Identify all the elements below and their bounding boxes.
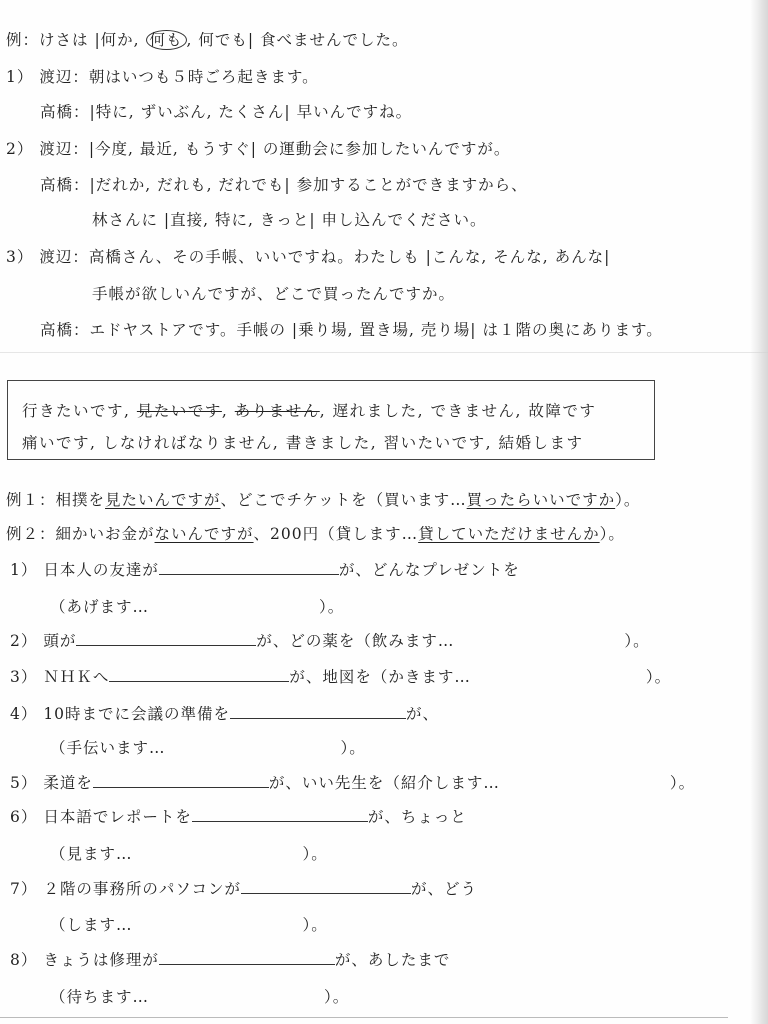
- ex1-label: 例１：: [6, 491, 56, 509]
- q1-num: 1）: [6, 68, 34, 86]
- item2-num: 2）: [10, 632, 38, 650]
- item4-end: ）。: [340, 739, 366, 757]
- word-10: 習いたいです: [383, 434, 486, 452]
- ex2-answer2: 貸していただけませんか: [418, 525, 600, 543]
- q2-line3: 林さんに |直接, 特に, きっと| 申し込んでください。: [92, 211, 487, 229]
- item4-line2: [50, 736, 366, 758]
- item1-num: 1）: [10, 561, 38, 579]
- item3-pre: ＮＨＫへ: [43, 668, 110, 686]
- ex2-pre: 細かいお金が: [55, 525, 155, 543]
- ex2-end: ）。: [599, 525, 625, 543]
- ex1-answer2: 買ったらいいですか: [466, 491, 616, 509]
- item8-verb: （待ちます…: [50, 988, 150, 1006]
- word-box-row1: 行きたいです, 見たいです, ありません, 遅れました, できません, 故障です: [22, 402, 597, 420]
- word-9: 書きました: [285, 434, 371, 452]
- q2-line2: 高橋：|だれか, だれも, だれでも| 参加することができますから、: [40, 176, 528, 194]
- bottom-edge-line: [0, 1017, 728, 1018]
- item4-pre: 10時までに会議の準備を: [43, 705, 231, 723]
- q3-line2: 手帳が欲しいんですが、どこで買ったんですか。: [92, 285, 456, 303]
- item3-post: が、地図を（かきます…: [289, 668, 471, 686]
- item6-post: が、ちょっと: [367, 808, 467, 826]
- item1-post: が、どんなプレゼントを: [338, 561, 520, 579]
- item8-line2: [50, 985, 349, 1007]
- item7-post: が、どう: [411, 880, 478, 898]
- item2-line: [10, 629, 650, 651]
- example-line: [6, 28, 409, 50]
- word-11: 結婚します: [498, 434, 584, 452]
- item2-post: が、どの薬を（飲みます…: [256, 632, 455, 650]
- item6-end: ）。: [302, 845, 328, 863]
- word-5: できません: [430, 402, 516, 420]
- item5-pre: 柔道を: [43, 774, 93, 792]
- item4-line1: [10, 702, 439, 724]
- item8-num: 8）: [10, 951, 38, 969]
- item8-pre: きょうは修理が: [43, 951, 159, 969]
- q1-line2: 高橋：|特に, ずいぶん, たくさん| 早いんですね。: [40, 103, 413, 121]
- item7-pre: ２階の事務所のパソコンが: [43, 880, 242, 898]
- example-text-post: , 何でも| 食べませんでした。: [186, 31, 409, 49]
- ex1-end: ）。: [615, 491, 641, 509]
- word-box-row2: 痛いです, しなければなりません, 書きました, 習いたいです, 結婚します: [22, 434, 584, 452]
- item3-line: [10, 665, 671, 687]
- item7-num: 7）: [10, 880, 38, 898]
- q2-line1: [6, 137, 510, 159]
- item1-line1: [10, 558, 520, 580]
- item7-blank[interactable]: [241, 879, 411, 894]
- item1-line2: [50, 595, 344, 617]
- example-circled-answer: 何も: [146, 30, 187, 50]
- page-edge-shadow: [750, 0, 768, 1024]
- item3-blank[interactable]: [109, 667, 289, 682]
- word-7: 痛いです: [22, 434, 91, 452]
- item5-end: ）。: [669, 774, 696, 792]
- item7-line2: [50, 913, 328, 935]
- word-6: 故障です: [528, 402, 597, 420]
- q3-line3: 高橋：エドヤストアです。手帳の |乗り場, 置き場, 売り場| は１階の奥にあります。: [40, 321, 663, 339]
- item2-blank[interactable]: [76, 631, 256, 646]
- word-1: 行きたいです: [22, 402, 125, 420]
- item4-blank[interactable]: [230, 704, 406, 719]
- word-box: [7, 380, 655, 460]
- ex1-line: [6, 488, 640, 510]
- ex2-line: [6, 522, 625, 544]
- item8-line1: [10, 948, 450, 970]
- item8-blank[interactable]: [159, 950, 335, 965]
- q3-num: 3）: [6, 248, 34, 266]
- item5-blank[interactable]: [93, 773, 269, 788]
- item8-end: ）。: [324, 988, 350, 1006]
- item5-num: 5）: [10, 774, 38, 792]
- item6-verb: （見ます…: [50, 845, 133, 863]
- item2-end: ）。: [624, 632, 650, 650]
- item7-verb: （します…: [50, 916, 133, 934]
- q3-line1: [6, 245, 610, 267]
- ex2-answer: ないんですが: [154, 525, 254, 543]
- ex2-label: 例２：: [6, 525, 56, 543]
- ex1-mid: 、どこでチケットを（買います…: [220, 491, 467, 509]
- ex2-mid: 、200円（貸します…: [253, 525, 419, 543]
- q3-text1: 渡辺：高橋さん、その手帳、いいですね。わたしも |こんな, そんな, あんな|: [39, 248, 611, 266]
- item6-blank[interactable]: [192, 807, 368, 822]
- item7-line1: [10, 877, 477, 899]
- item5-post: が、いい先生を（紹介します…: [268, 774, 500, 792]
- q2-num: 2）: [6, 140, 34, 158]
- item5-line: [10, 771, 695, 793]
- item6-num: 6）: [10, 808, 38, 826]
- q2-text1: 渡辺：|今度, 最近, もうすぐ| の運動会に参加したいんですが。: [39, 140, 511, 158]
- item6-line2: [50, 842, 328, 864]
- section-divider: [0, 352, 768, 353]
- item6-pre: 日本語でレポートを: [43, 808, 192, 826]
- word-3-struck: ありません: [234, 402, 320, 420]
- item8-post: が、あしたまで: [334, 951, 451, 969]
- item1-blank[interactable]: [159, 560, 339, 575]
- item1-end: ）。: [319, 598, 345, 616]
- item2-pre: 頭が: [43, 632, 77, 650]
- word-8: しなければなりません: [102, 434, 273, 452]
- item4-verb: （手伝います…: [50, 739, 166, 757]
- q1-line1: [6, 65, 319, 87]
- item7-end: ）。: [302, 916, 328, 934]
- ex1-pre: 相撲を: [55, 491, 106, 509]
- word-4: 遅れました: [332, 402, 418, 420]
- example-text-pre: けさは |何か,: [39, 31, 146, 49]
- item1-pre: 日本人の友達が: [43, 561, 159, 579]
- ex1-answer: 見たいんですが: [105, 491, 221, 509]
- item6-line1: [10, 805, 467, 827]
- q1-text1: 渡辺：朝はいつも５時ごろ起きます。: [39, 68, 319, 86]
- item4-num: 4）: [10, 705, 38, 723]
- example-label: 例：: [6, 31, 40, 49]
- item3-end: ）。: [645, 668, 672, 686]
- item1-verb: （あげます…: [50, 598, 150, 616]
- item4-post: が、: [406, 705, 440, 723]
- item3-num: 3）: [10, 668, 38, 686]
- word-2-struck: 見たいです: [136, 402, 222, 420]
